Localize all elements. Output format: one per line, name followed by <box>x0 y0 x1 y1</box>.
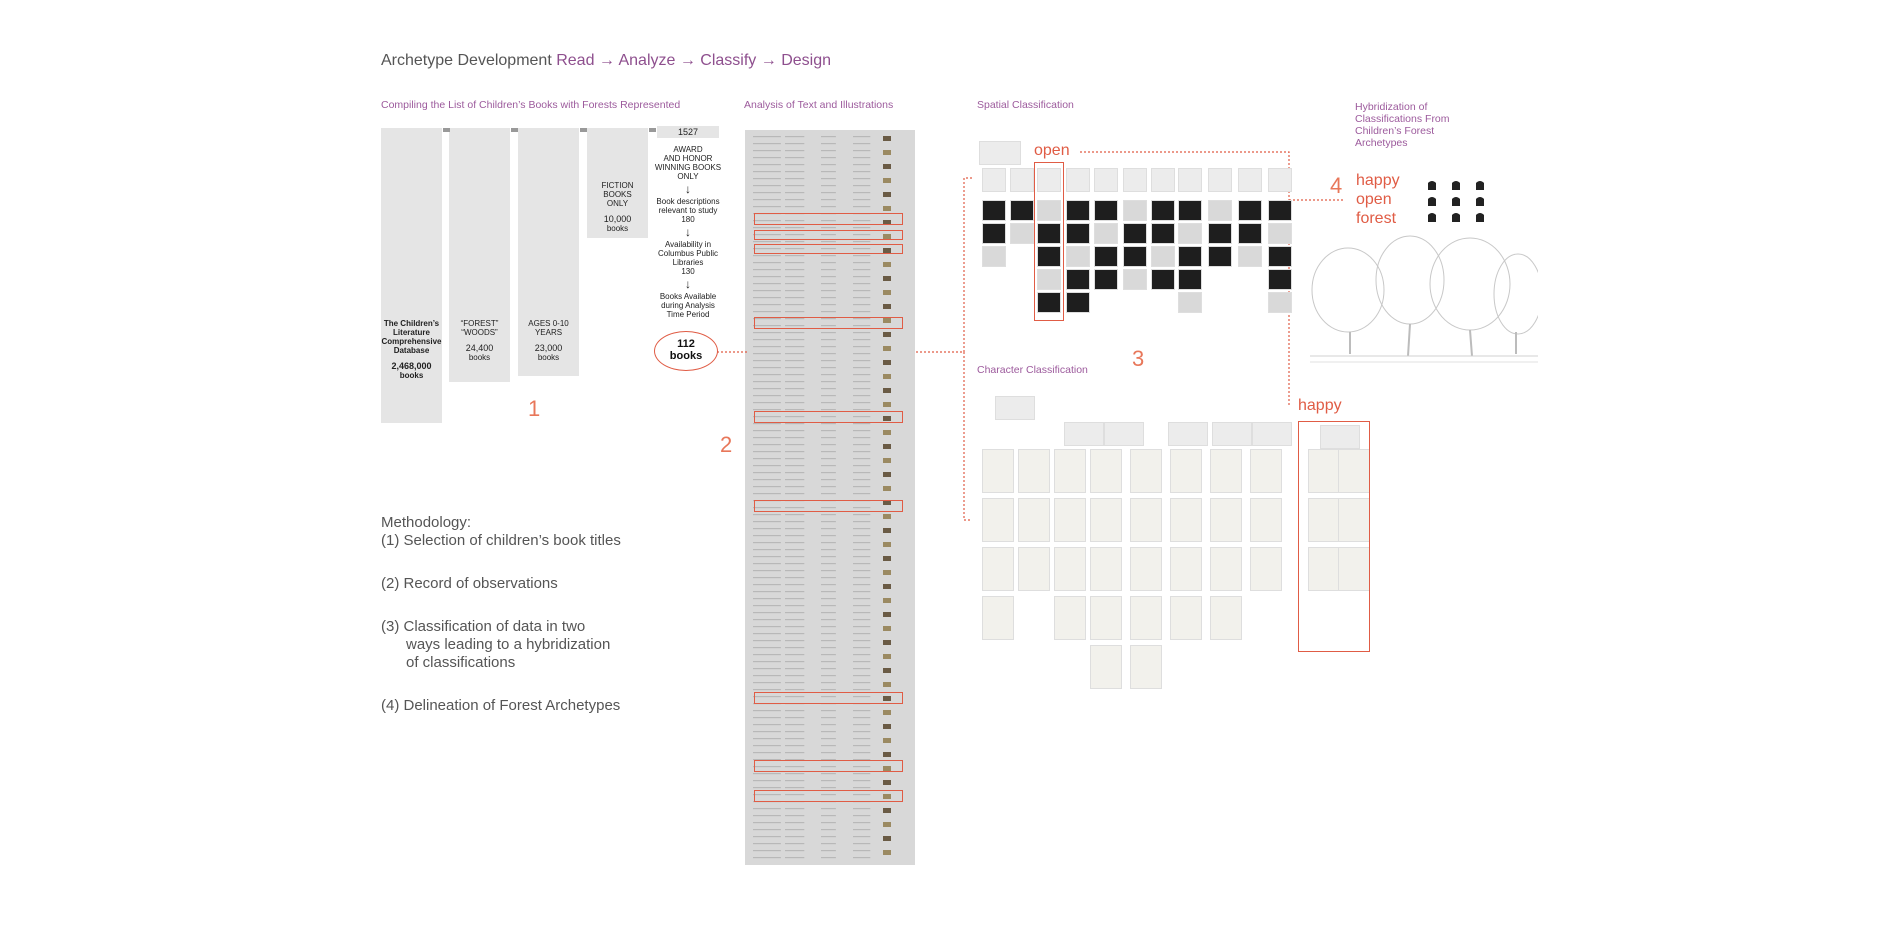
character-thumbnail <box>982 498 1014 542</box>
classification-card <box>1151 168 1175 192</box>
character-thumbnail <box>1210 449 1242 493</box>
classification-card <box>1238 168 1262 192</box>
funnel-step-text: Availability in <box>664 240 712 249</box>
tree-icon <box>1476 181 1484 190</box>
character-thumbnail <box>1250 498 1282 542</box>
character-thumbnail <box>982 596 1014 640</box>
classification-card <box>1066 168 1090 192</box>
tree-thumbnail <box>1208 223 1232 244</box>
funnel-step-text: WINNING BOOKS <box>654 163 722 172</box>
character-thumbnail <box>1054 449 1086 493</box>
forest-sketch <box>1310 232 1538 380</box>
down-arrow-icon: ↓ <box>685 277 691 291</box>
tree-thumbnail <box>1066 200 1090 221</box>
down-arrow-icon: ↓ <box>685 225 691 239</box>
funnel-top-value: 1527 <box>677 127 699 137</box>
bar-value: 23,000 <box>534 343 563 353</box>
funnel-step-value: 130 <box>681 267 695 276</box>
classification-card <box>1252 422 1292 446</box>
happy-label: happy <box>1298 397 1342 414</box>
tree-thumbnail <box>1208 246 1232 267</box>
funnel-step-text: AWARD <box>673 145 703 154</box>
classification-card <box>1064 422 1104 446</box>
classification-card <box>979 141 1021 165</box>
tree-thumbnail <box>1094 200 1118 221</box>
step-number-4: 4 <box>1330 173 1343 198</box>
bar-label: Database <box>393 346 430 355</box>
tree-thumbnail <box>1268 292 1292 313</box>
character-thumbnail <box>982 547 1014 591</box>
funnel-step-text: relevant to study <box>658 206 718 215</box>
tree-thumbnail <box>1123 200 1147 221</box>
tree-thumbnail <box>1151 269 1175 290</box>
character-thumbnail <box>1170 449 1202 493</box>
classification-card <box>1123 168 1147 192</box>
tree-thumbnail <box>1151 200 1175 221</box>
classification-card <box>1168 422 1208 446</box>
section-compiling: Compiling the List of Children’s Books with Forests Represented <box>381 99 681 111</box>
tree-thumbnail <box>1010 223 1034 244</box>
character-thumbnail <box>1090 547 1122 591</box>
tree-icon <box>1428 197 1436 206</box>
classification-card <box>982 168 1006 192</box>
down-arrow-icon: ↓ <box>685 182 691 196</box>
hybrid-heading-line: Classifications From <box>1355 113 1450 125</box>
character-thumbnail <box>1130 449 1162 493</box>
bar-label: “FOREST” <box>460 319 499 328</box>
happy-column-highlight <box>1298 421 1370 652</box>
funnel-step-text: Book descriptions <box>656 197 720 206</box>
tree-thumbnail <box>1094 246 1118 267</box>
funnel-step-text: AND HONOR <box>663 154 713 163</box>
methodology-item: (2) Record of observations <box>381 575 558 592</box>
tree-icon <box>1452 197 1460 206</box>
title-prefix: Archetype Development <box>381 52 552 69</box>
tree-thumbnail <box>1151 246 1175 267</box>
hybrid-label <box>1356 171 1400 228</box>
character-thumbnail <box>1250 547 1282 591</box>
tree-thumbnail <box>1268 223 1292 244</box>
character-thumbnail <box>1090 498 1122 542</box>
tree-thumbnail <box>1178 200 1202 221</box>
bar-value-unit: books <box>399 371 424 380</box>
bar-value-unit: books <box>537 353 560 362</box>
tree-thumbnail <box>1238 246 1262 267</box>
character-thumbnail <box>1130 645 1162 689</box>
bar-value-unit: books <box>606 224 629 233</box>
tree-thumbnail <box>1178 292 1202 313</box>
hybrid-heading-line: Archetypes <box>1355 137 1408 149</box>
section-character: Character Classification <box>977 364 1088 376</box>
character-thumbnail <box>1130 596 1162 640</box>
funnel-step-text: Columbus Public <box>657 249 719 258</box>
tree-thumbnail <box>1178 223 1202 244</box>
character-thumbnail <box>1170 596 1202 640</box>
tree-thumbnail <box>1238 200 1262 221</box>
tree-thumbnail <box>1066 269 1090 290</box>
section-analysis: Analysis of Text and Illustrations <box>744 99 894 111</box>
tree-icon-grid <box>1426 180 1496 226</box>
step-number-3: 3 <box>1132 346 1145 371</box>
funnel-step-text: Books Available <box>659 292 717 301</box>
classification-card <box>1094 168 1118 192</box>
character-thumbnail <box>1210 596 1242 640</box>
methodology-item-cont: ways leading to a hybridization <box>406 636 611 653</box>
funnel-step-value: 180 <box>681 215 695 224</box>
tree-thumbnail <box>1066 223 1090 244</box>
hybrid-heading-line: Hybridization of <box>1355 101 1428 113</box>
character-thumbnail <box>1090 645 1122 689</box>
methodology-heading: Methodology: <box>381 514 472 531</box>
character-thumbnail <box>1018 498 1050 542</box>
character-thumbnail <box>1054 498 1086 542</box>
title-flow: Read → Analyze → Classify → Design <box>556 52 831 69</box>
tree-icon <box>1452 181 1460 190</box>
tree-thumbnail <box>982 200 1006 221</box>
hybrid-word: forest <box>1356 210 1397 227</box>
bar-label: YEARS <box>534 328 563 337</box>
final-count-unit: books <box>669 350 703 362</box>
tree-thumbnail <box>1178 246 1202 267</box>
tree-thumbnail <box>982 246 1006 267</box>
hybrid-word: open <box>1356 191 1392 208</box>
bar-label: The Children’s <box>383 319 440 328</box>
bar-label: AGES 0-10 <box>528 319 569 328</box>
classification-card <box>1010 168 1034 192</box>
character-thumbnail <box>1170 547 1202 591</box>
character-thumbnail <box>1170 498 1202 542</box>
bar-label: ONLY <box>606 199 629 208</box>
character-thumbnail <box>1130 547 1162 591</box>
character-thumbnail <box>1130 498 1162 542</box>
connector-sheet-to-classes <box>916 178 972 520</box>
methodology-item: (3) Classification of data in two <box>381 618 586 635</box>
classification-card <box>1104 422 1144 446</box>
character-thumbnail <box>1210 547 1242 591</box>
classification-card <box>995 396 1035 420</box>
tree-thumbnail <box>1123 223 1147 244</box>
tree-thumbnail <box>1123 269 1147 290</box>
tree-icon <box>1428 213 1436 222</box>
character-thumbnail <box>1090 596 1122 640</box>
bar-label: FICTION BOOKS <box>601 181 634 199</box>
tree-icon <box>1428 181 1436 190</box>
character-thumbnail <box>1018 547 1050 591</box>
methodology-item-cont: of classifications <box>406 654 516 671</box>
classification-card <box>1212 422 1252 446</box>
tree-thumbnail <box>1151 223 1175 244</box>
tree-thumbnail <box>1238 223 1262 244</box>
tree-thumbnail <box>1094 269 1118 290</box>
hybrid-heading-line: Children’s Forest <box>1355 125 1435 137</box>
methodology-item: (4) Delineation of Forest Archetypes <box>381 697 621 714</box>
bar-label: Comprehensive <box>381 337 442 346</box>
character-thumbnail <box>1054 596 1086 640</box>
bar-value: 2,468,000 <box>391 361 432 371</box>
bar-value-unit: books <box>468 353 491 362</box>
tree-icon <box>1452 213 1460 222</box>
open-label: open <box>1034 142 1070 159</box>
funnel-step-text: ONLY <box>677 172 699 181</box>
methodology-item: (1) Selection of children’s book titles <box>381 532 621 549</box>
final-count-value: 112 <box>677 338 695 350</box>
bar-label: “WOODS” <box>461 328 498 337</box>
step-number-2: 2 <box>720 432 733 457</box>
step-number-1: 1 <box>528 396 541 421</box>
classification-card <box>1178 168 1202 192</box>
tree-thumbnail <box>1066 246 1090 267</box>
bar-label: Literature <box>393 328 430 337</box>
character-thumbnail <box>1018 449 1050 493</box>
tree-thumbnail <box>1066 292 1090 313</box>
tree-thumbnail <box>1268 269 1292 290</box>
tree-thumbnail <box>1208 200 1232 221</box>
tree-icon <box>1476 213 1484 222</box>
funnel-step-text: Libraries <box>672 258 704 267</box>
tree-thumbnail <box>1010 200 1034 221</box>
tree-thumbnail <box>1268 246 1292 267</box>
hybrid-word: happy <box>1356 172 1400 189</box>
bar-value: 24,400 <box>465 343 494 353</box>
tree-thumbnail <box>1268 200 1292 221</box>
classification-card <box>1268 168 1292 192</box>
character-thumbnail <box>1210 498 1242 542</box>
section-spatial: Spatial Classification <box>977 99 1074 111</box>
character-thumbnail <box>982 449 1014 493</box>
funnel-step-text: Time Period <box>666 310 710 319</box>
tree-thumbnail <box>1094 223 1118 244</box>
character-thumbnail <box>1090 449 1122 493</box>
tree-thumbnail <box>1123 246 1147 267</box>
tree-thumbnail <box>1178 269 1202 290</box>
character-thumbnail <box>1054 547 1086 591</box>
bar-value: 10,000 <box>603 214 632 224</box>
classification-card <box>1208 168 1232 192</box>
funnel-step-text: during Analysis <box>661 301 715 310</box>
tree-thumbnail <box>982 223 1006 244</box>
tree-icon <box>1476 197 1484 206</box>
character-thumbnail <box>1250 449 1282 493</box>
open-column-highlight <box>1034 162 1064 321</box>
